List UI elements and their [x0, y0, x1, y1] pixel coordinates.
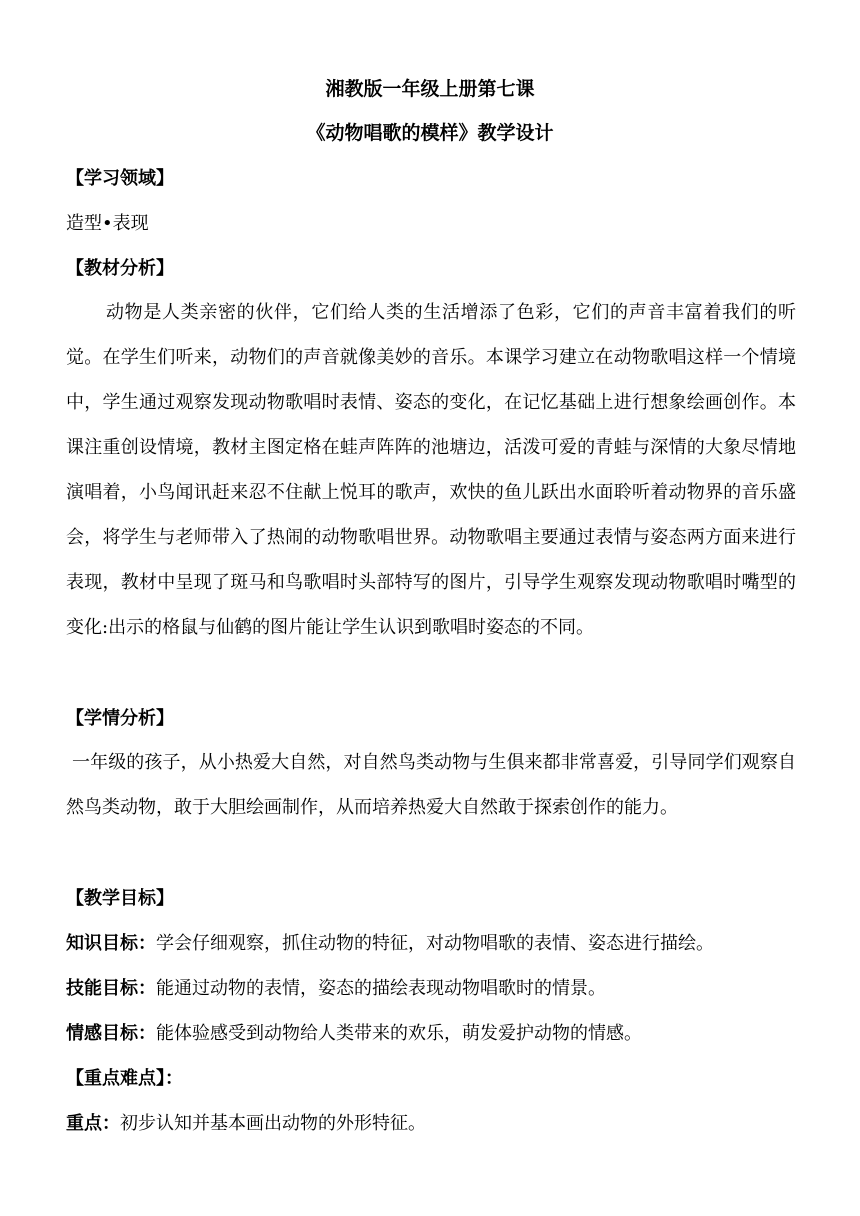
knowledge-goal [66, 931, 714, 957]
knowledge-goal-label: 知识目标： [66, 933, 156, 954]
heading-learning-field: 【学习领域】 [66, 168, 174, 189]
key-point-text: 初步认知并基本画出动物的外形特征。 [120, 1113, 426, 1134]
emotion-goal [66, 1021, 642, 1047]
key-point-label: 重点： [66, 1113, 120, 1134]
knowledge-goal-text: 学会仔细观察，抓住动物的特征，对动物唱歌的表情、姿态进行描绘。 [156, 933, 714, 954]
skill-goal-text: 能通过动物的表情，姿态的描绘表现动物唱歌时的情景。 [156, 978, 606, 999]
heading-key-points: 【重点难点】： [66, 1068, 183, 1089]
document-title: 湘教版一年级上册第七课 [325, 78, 535, 100]
skill-goal [66, 976, 606, 1002]
learning-field-content: 造型•表现 [66, 213, 149, 234]
emotion-goal-label: 情感目标： [66, 1023, 156, 1044]
student-analysis-paragraph: 一年级的孩子，从小热爱大自然，对自然鸟类动物与生俱来都非常喜爱，引导同学们观察自然鸟类动物，敢于大胆绘画制作，从而培养热爱大自然敢于探索创作的能力。 [66, 752, 796, 818]
document-subtitle: 《动物唱歌的模样》教学设计 [306, 122, 554, 144]
emotion-goal-text: 能体验感受到动物给人类带来的欢乐，萌发爱护动物的情感。 [156, 1023, 642, 1044]
skill-goal-label: 技能目标： [66, 978, 156, 999]
heading-teaching-goals: 【教学目标】 [66, 888, 174, 909]
heading-material-analysis: 【教材分析】 [66, 258, 174, 279]
material-analysis-paragraph: 动物是人类亲密的伙伴，它们给人类的生活增添了色彩，它们的声音丰富着我们的听觉。在学生们听来，动物们的声音就像美妙的音乐。本课学习建立在动物歌唱这样一个情境中，学生通过观察发现动物歌唱时表情、姿态的变化，在记忆基础上进行想象绘画创作。本课注重创设情境，教材主图定格在蛙声阵阵的池塘边，活泼可爱的青蛙与深情的大象尽情地演唱着，小鸟闻讯赶来忍不住献上悦耳的歌声，欢快的鱼儿跃出水面聆听着动物界的音乐盛会，将学生与老师带入了热闹的动物歌唱世界。动物歌唱主要通过表情与姿态两方面来进行表现，教材中呈现了斑马和鸟歌唱时头部特写的图片，引导学生观察发现动物歌唱时嘴型的变化:出示的格鼠与仙鹤的图片能让学生认识到歌唱时姿态的不同。 [66, 302, 796, 638]
heading-student-analysis: 【学情分析】 [66, 708, 174, 729]
key-point [66, 1111, 426, 1137]
